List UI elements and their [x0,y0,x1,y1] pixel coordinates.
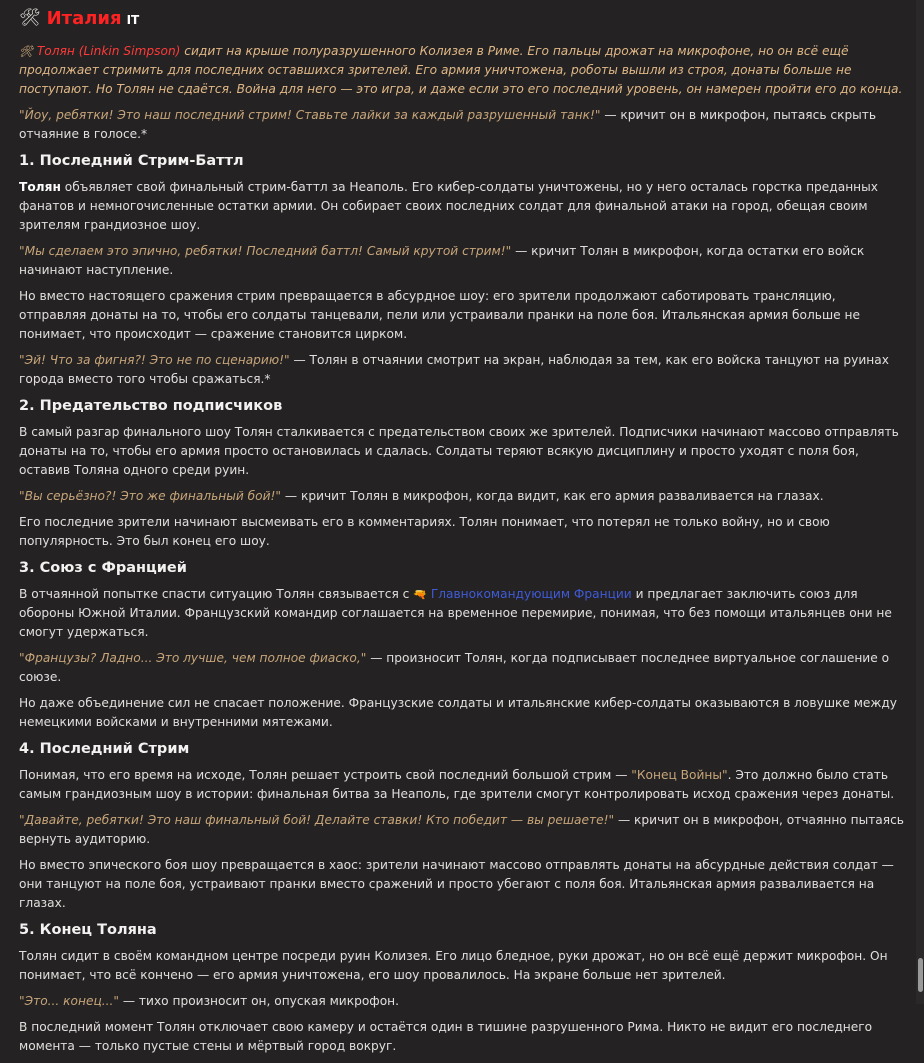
quote-rest: — кричит Толян в микрофон, когда остатки его войск начинают наступление. [19,244,865,277]
paragraph-text: и предлагает заключить союз для обороны Южной Италии. Французский командир соглашается на временное перемирие, понимая, что без помощи итальянцев они не смогут удержаться. [19,587,892,639]
paragraph [19,811,905,849]
section-heading: 4. Последний Стрим [19,741,190,757]
paragraph [19,992,905,1011]
paragraph: Его последние зрители начинают высмеивать его в комментариях. Толян понимает, что потерял не только войну, но и свою популярность. Это был конец его шоу. [19,515,830,548]
quote: "Эй! Что за фигня?! Это не по сценарию!" [19,353,290,367]
character-name: Толян (Linkin Simpson) [36,44,181,58]
quote-rest: — произносит Толян, когда подписывает последнее виртуальное соглашение о союзе. [19,651,890,684]
tools-icon: 🛠 [19,7,41,28]
paragraph [19,585,905,642]
quote: "Давайте, ребятки! Это наш финальный бой! Делайте ставки! Кто победит — вы решаете!" [19,813,615,827]
soldier-icon: 🔫 [413,588,427,601]
paragraph-text: Понимая, что его время на исходе, Толян решает устроить свой последний большой стрим — [19,768,632,782]
paragraph [19,487,905,506]
scrollbar[interactable] [916,0,924,1004]
quote-rest: — Толян в отчаянии смотрит на экран, наблюдая за тем, как его войска танцуют на руинах города вместо того чтобы сражаться.* [19,353,889,386]
message-content [19,0,905,1063]
paragraph-text: В отчаянной попытке спасти ситуацию Толян связывается с [19,587,414,601]
paragraph [19,178,905,235]
section-heading: 1. Последний Стрим-Баттл [19,153,244,169]
tools-icon: 🛠 [19,45,33,58]
country-header [19,0,905,36]
quote-rest: — кричит он в микрофон, отчаянно пытаясь вернуть аудиторию. [19,813,904,846]
quote: "Французы? Ладно... Это лучше, чем полное фиаско," [19,651,367,665]
section-heading: 2. Предательство подписчиков [19,398,283,414]
commander-link[interactable]: Главнокомандующим Франции [430,587,632,601]
paragraph: В последний момент Толян отключает свою камеру и остаётся один в тишине разрушенного Рима. Никто не видит его последнего момента — только пустые стены и мёртвый город вокруг. [19,1020,873,1053]
paragraph [19,766,905,804]
quote-rest: — кричит Толян в микрофон, когда видит, как его армия разваливается на глазах. [281,489,824,503]
quote: "Это... конец..." [19,994,119,1008]
paragraph-text: объявляет свой финальный стрим-баттл за Неаполь. Его кибер-солдаты уничтожены, но у него осталась горстка преданных фанатов и немногочисленные остатки армии. Он собирает своих последних солдат для финальной атаки на город, обещая своим зрителям грандиозное шоу. [19,180,878,232]
country-title: Италия [46,7,122,29]
quote: "Мы сделаем это эпично, ребятки! Последний баттл! Самый крутой стрим!" [19,244,512,258]
paragraph: В самый разгар финального шоу Толян сталкивается с предательством своих же зрителей. Подписчики начинают массово отправлять донаты на то, чтобы его армия просто остановилась и сдалась. Солдаты теряют всякую дисциплину и просто уходят с поля боя, оставив Толяна одного среди руин. [19,425,899,477]
section-heading: 3. Союз с Францией [19,560,187,576]
quote: "Йоу, ребятки! Это наш последний стрим! Ставьте лайки за каждый разрушенный танк!" [19,108,601,122]
paragraph [19,351,905,389]
scrollbar-thumb[interactable] [918,958,923,992]
paragraph-text: . Это должно было стать самым грандиозным шоу в истории: финальная битва за Неаполь, где зрители смогут контролировать исход сражения через донаты. [19,768,895,801]
paragraph [19,242,905,280]
paragraph [19,649,905,687]
quote-rest: — тихо произносит он, опуская микрофон. [118,994,399,1008]
intro-paragraph [19,42,905,99]
stream-name: "Конец Войны" [631,768,728,782]
section-heading: 5. Конец Толяна [19,922,157,938]
bold-name: Толян [19,180,61,194]
quote-rest: — кричит он в микрофон, пытаясь скрыть отчаяние в голосе.* [19,108,877,141]
opening-paragraph [19,106,905,144]
intro-text: сидит на крыше полуразрушенного Колизея в Риме. Его пальцы дрожат на микрофоне, но он всё ещё продолжает стримить для последних оставшихся зрителей. Его армия уничтожена, роботы вышли из строя, донаты больше не поступают. Но Толян не сдаётся. Война для него — это игра, и даже если это его последний уровень, он намерен пройти его до конца. [19,44,903,96]
paragraph: Толян сидит в своём командном центре посреди руин Колизея. Его лицо бледное, руки дрожат, но он всё ещё держит микрофон. Он понимает, что всё кончено — его армия уничтожена, его шоу провалилось. На экране больше нет зрителей. [19,949,888,982]
quote: "Вы серьёзно?! Это же финальный бой!" [19,489,282,503]
paragraph: Но даже объединение сил не спасает положение. Французские солдаты и итальянские кибер-солдаты оказываются в ловушке между немецкими войсками и внутренними мятежами. [19,696,898,729]
paragraph: Но вместо настоящего сражения стрим превращается в абсурдное шоу: его зрители продолжают саботировать трансляцию, отправляя донаты на то, чтобы его солдаты танцевали, пели или устраивали пранки на поле боя. Итальянская армия больше не понимает, что происходит — сражение становится цирком. [19,289,860,341]
paragraph: Но вместо эпического боя шоу превращается в хаос: зрители начинают массово отправлять донаты на абсурдные действия солдат — они танцуют на поле боя, устраивают пранки вместо сражений и просто убегают с поля боя. Итальянская армия разваливается на глазах. [19,858,894,910]
country-flag-code: IT [126,12,140,27]
